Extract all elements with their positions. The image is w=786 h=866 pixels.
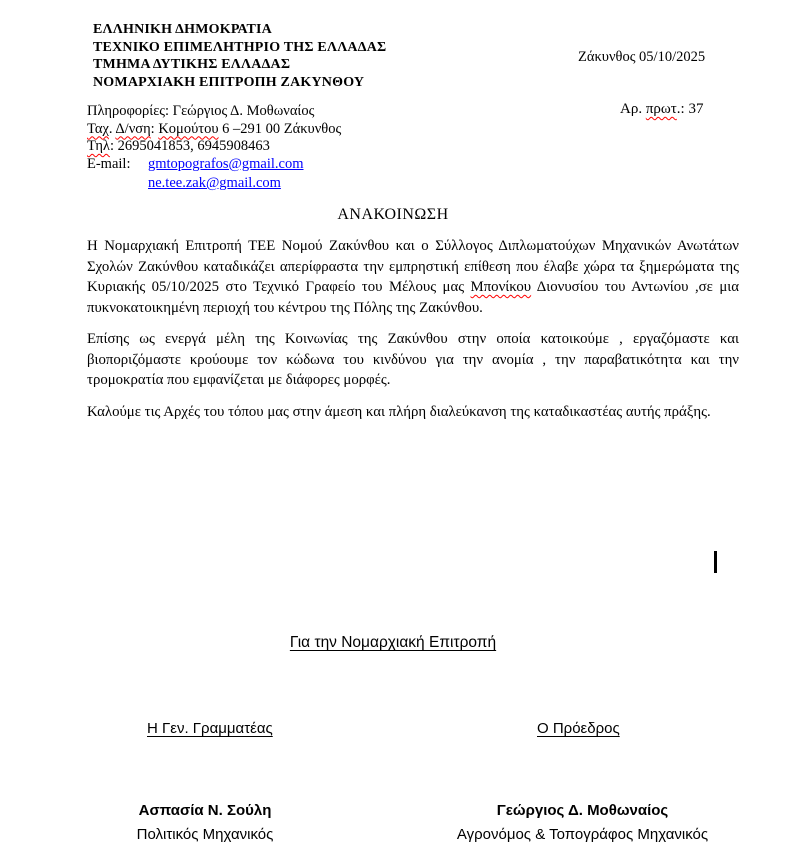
document-title: ΑΝΑΚΟΙΝΩΣΗ (337, 206, 449, 223)
signature-profession-secretary: Πολιτικός Μηχανικός (136, 826, 274, 843)
email-link-2[interactable]: ne.tee.zak@gmail.com (148, 175, 281, 191)
signature-role-secretary: Η Γεν. Γραμματέας (147, 720, 273, 737)
body-paragraph-1: Η Νομαρχιακή Επιτροπή ΤΕΕ Νομού Ζακύνθου και ο Σύλλογος Διπλωματούχων Μηχανικών Ανωτάτων Σχολών Ζακύνθου καταδικάζει απερίφραστα την εμπρηστική επίθεση που έλαβε χώρα τα ξημερώματα της Κυριακής 05/10/2025 στο Τεχνικό Γραφείο του Μέλους μας Μπονίκου Διονυσίου του Αντωνίου ,σε μια πυκνοκατοικημένη περιοχή του κέντρου της Πόλης της Ζακύνθου. (87, 238, 739, 316)
signature-role-president: Ο Πρόεδρος (537, 720, 620, 737)
document-body (87, 236, 739, 433)
letterhead-line-1: ΕΛΛΗΝΙΚΗ ΔΗΜΟΚΡΑΤΙΑ (93, 22, 272, 37)
signature-block-left (105, 802, 305, 843)
signature-profession-president: Αγρονόμος & Τοπογράφος Μηχανικός (456, 826, 709, 843)
letterhead (93, 21, 386, 91)
protocol-number: Αρ. πρωτ.: 37 (620, 101, 704, 117)
letterhead-line-3: ΤΜΗΜΑ ΔΥΤΙΚΗΣ ΕΛΛΑΔΑΣ (93, 57, 291, 72)
text-cursor-caret (714, 551, 717, 573)
email-link-1[interactable]: gmtopografos@gmail.com (148, 155, 304, 172)
email-label: E-mail: (87, 155, 131, 172)
date-line: Ζάκυνθος 05/10/2025 (578, 49, 706, 65)
contact-email-row (87, 156, 341, 174)
letterhead-line-2: ΤΕΧΝΙΚΟ ΕΠΙΜΕΛΗΤΗΡΙΟ ΤΗΣ ΕΛΛΑΔΑΣ (93, 39, 387, 55)
letterhead-line-4: ΝΟΜΑΡΧΙΑΚΗ ΕΠΙΤΡΟΠΗ ΖΑΚΥΝΘΟΥ (93, 74, 365, 90)
signature-name-secretary: Ασπασία Ν. Σούλη (138, 802, 272, 819)
contact-info-line: Πληροφορίες: Γεώργιος Δ. Μοθωναίος (87, 103, 315, 119)
contact-address-line: Ταχ. Δ/νση: Κομούτου 6 –291 00 Ζάκυνθος (87, 120, 342, 137)
signature-block-right (440, 802, 725, 843)
body-paragraph-3: Καλούμε τις Αρχές του τόπου μας στην άμεση και πλήρη διαλεύκανση της καταδικαστέας αυτής πράξης. (87, 403, 711, 420)
contact-phone-line: Τηλ: 2695041853, 6945908463 (87, 138, 270, 154)
body-paragraph-2: Επίσης ως ενεργά μέλη της Κοινωνίας της Ζακύνθου στην οποία κατοικούμε , εργαζόμαστε και βιοποριζόμαστε κρούουμε τον κώδωνα του κινδύνου για την ανομία , την παραβατικότητα και την τρομοκρατία που εμφανίζεται με διάφορες μορφές. (87, 331, 739, 388)
contact-email-row-2 (87, 175, 341, 193)
committee-line: Για την Νομαρχιακή Επιτροπή (289, 634, 497, 651)
contact-block (87, 103, 341, 193)
signature-name-president: Γεώργιος Δ. Μοθωναίος (496, 802, 669, 819)
